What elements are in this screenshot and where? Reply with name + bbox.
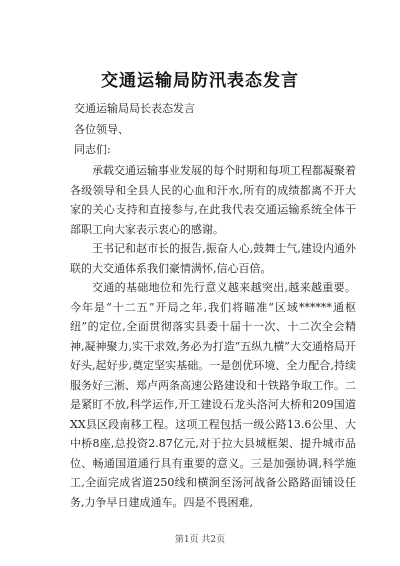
paragraph-transport-plan: 交通的基础地位和先行意义越来越突出,越来越重要。今年是“十二五”开局之年,我们将瞄准“区域******通枢纽”的定位,全面贯彻落实县委十届十一次、十二次全会精神,凝神聚力,实干求效,务必为打造“五纵九横”大交通格局开好头,起好步,奠定坚实基础。一是创优环境、全力配合,持续服务好三淅、郑卢两条高速公路建设和十铁路争取工作。二是紧盯不放,科学运作,开工建设石龙头洛河大桥和209国道XX县区段南移工程。这项工程包括一级公路13.6公里、大中桥8座,总投资2.87亿元,对于拉大县城框架、提升城市品位、畅通国道通行具有重要的意义。三是加强协调,科学施工,全面完成省道250线和横涧至汤河战备公路路面铺设任务,力争早日建成通车。四是不畏困难, (70, 281, 356, 509)
paragraph-report: 王书记和赵市长的报告,振奋人心,鼓舞士气,建设内通外联的大交通体系我们豪情满怀,信心百倍。 (70, 242, 356, 275)
salutation-comrades: 同志们: (74, 143, 111, 156)
salutation-leaders: 各位领导、 (74, 123, 129, 136)
document-title: 交通运输局防汛表态发言 (101, 71, 299, 91)
speaker-subtitle: 交通运输局局长表态发言 (74, 102, 195, 115)
paragraph-thanks: 承载交通运输事业发展的每个时期和每项工程都凝聚着各级领导和全县人民的心血和汗水,所有的成绩都离不开大家的关心支持和直接参与,在此我代表交通运输系统全体干部职工向大家表示衷心的感谢。 (70, 164, 356, 236)
page-footer: 第1页 共2页 (174, 535, 226, 545)
